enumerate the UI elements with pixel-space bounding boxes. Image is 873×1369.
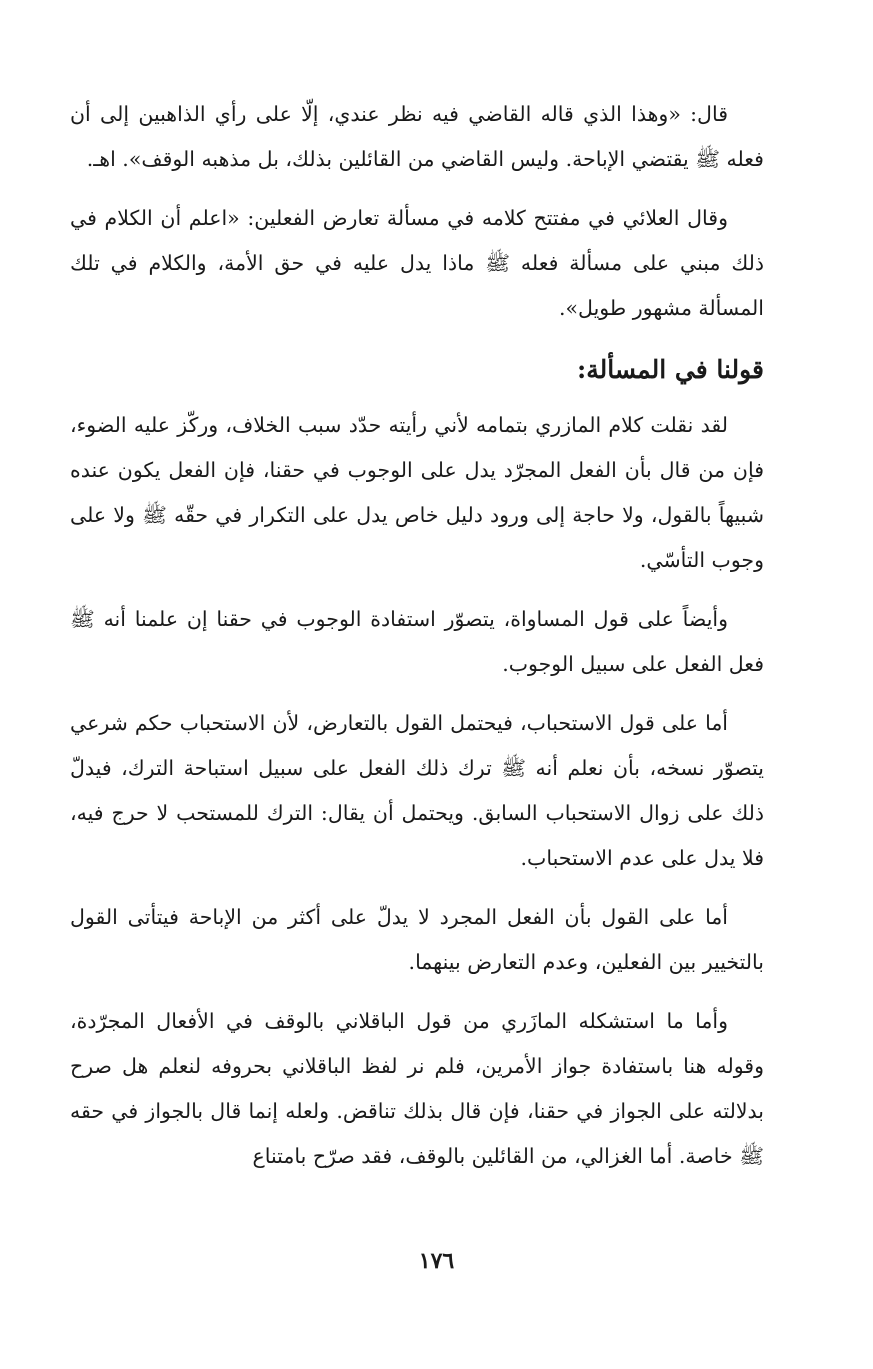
page-number: ١٧٦: [418, 1248, 455, 1274]
paragraph-3: لقد نقلت كلام المازري بتمامه لأني رأيته حدّد سبب الخلاف، وركّز عليه الضوء، فإن من قال بأن الفعل المجرّد يدل على الوجوب في حقنا، فإن الفعل يكون عنده شبيهاً بالقول، ولا حاجة إلى ورود دليل خاص يدل على التكرار في حقّه ﷺ ولا على وجوب التأسّي.: [70, 413, 764, 572]
paragraph-2: وقال العلائي في مفتتح كلامه في مسألة تعارض الفعلين: «اعلم أن الكلام في ذلك مبني على مسألة فعله ﷺ ماذا يدل عليه في حق الأمة، والكلام في تلك المسألة مشهور طويل».: [70, 206, 764, 320]
page-body: [70, 92, 764, 1193]
paragraph-7: وأما ما استشكله المازَري من قول الباقلاني بالوقف في الأفعال المجرّدة، وقوله هنا باستفادة جواز الأمرين، فلم نر لفظ الباقلاني بحروفه لنعلم هل صرح بدلالته على الجواز في حقنا، فإن قال بذلك تناقض. ولعله إنما قال بالجواز في حقه ﷺ خاصة. أما الغزالي، من القائلين بالوقف، فقد صرّح بامتناع: [70, 1009, 764, 1168]
paragraph-5: أما على قول الاستحباب، فيحتمل القول بالتعارض، لأن الاستحباب حكم شرعي يتصوّر نسخه، بأن نعلم أنه ﷺ ترك ذلك الفعل على سبيل استباحة الترك، فيدلّ ذلك على زوال الاستحباب السابق. ويحتمل أن يقال: الترك للمستحب لا حرج فيه، فلا يدل على عدم الاستحباب.: [70, 711, 764, 870]
paragraph-4: وأيضاً على قول المساواة، يتصوّر استفادة الوجوب في حقنا إن علمنا أنه ﷺ فعل الفعل على سبيل الوجوب.: [70, 607, 764, 676]
paragraph-1: قال: «وهذا الذي قاله القاضي فيه نظر عندي، إلّا على رأي الذاهبين إلى أن فعله ﷺ يقتضي الإباحة. وليس القاضي من القائلين بذلك، بل مذهبه الوقف». اهـ.: [70, 102, 764, 171]
section-heading: قولنا في المسألة:: [576, 355, 764, 384]
paragraph-6: أما على القول بأن الفعل المجرد لا يدلّ على أكثر من الإباحة فيتأتى القول بالتخيير بين الفعلين، وعدم التعارض بينهما.: [70, 905, 764, 974]
